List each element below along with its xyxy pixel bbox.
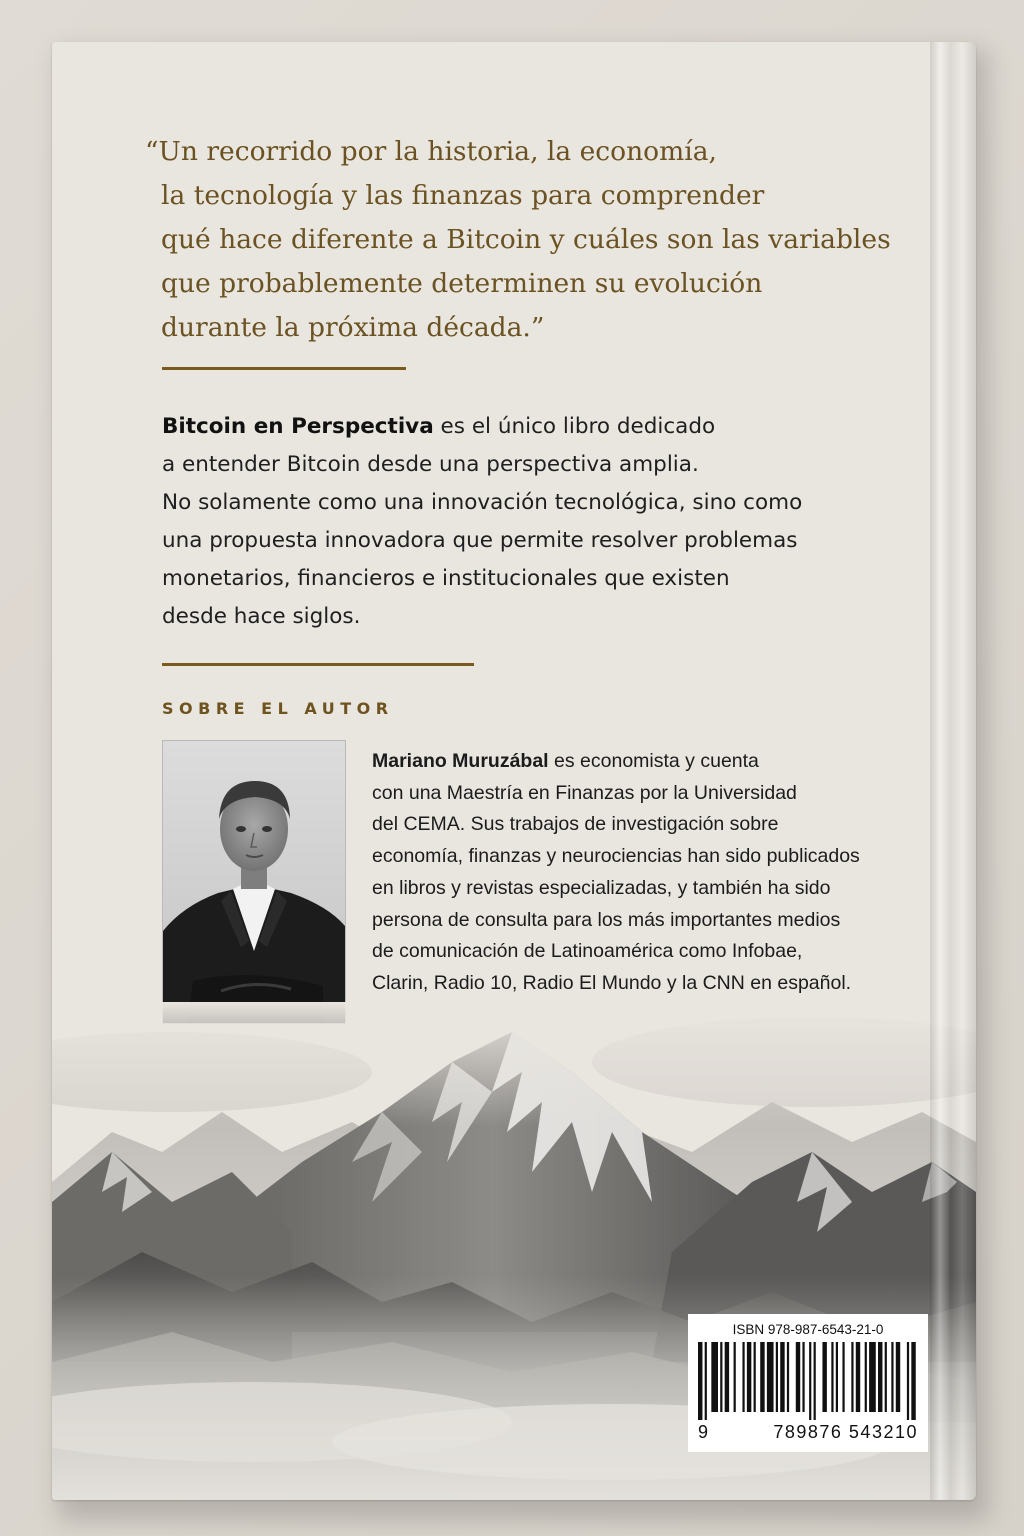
barcode-bar xyxy=(796,1342,800,1412)
barcode-bar xyxy=(907,1342,909,1420)
barcode-number: 789876 543210 xyxy=(773,1422,918,1442)
barcode-digits xyxy=(698,1422,918,1443)
barcode-bar xyxy=(869,1342,876,1412)
book-title: Bitcoin en Perspectiva xyxy=(162,414,434,439)
description-line: a entender Bitcoin desde una perspectiva amplia. xyxy=(162,452,699,477)
about-author-heading: SOBRE EL AUTOR xyxy=(162,699,394,718)
barcode-first-digit: 9 xyxy=(698,1422,709,1442)
barcode-bar xyxy=(836,1342,838,1412)
barcode-bar xyxy=(705,1342,707,1420)
barcode-bar xyxy=(698,1342,702,1420)
quote-line: qué hace diferente a Bitcoin y cuáles son las variables xyxy=(161,224,891,255)
barcode-bar xyxy=(734,1342,736,1412)
barcode-bar xyxy=(911,1342,915,1420)
description-line: No solamente como una innovación tecnológica, sino como xyxy=(162,490,803,515)
quote-line: durante la próxima década.” xyxy=(161,312,545,343)
bio-line: con una Maestría en Finanzas por la Universidad xyxy=(372,781,797,804)
quote-line: la tecnología y las finanzas para comprender xyxy=(161,180,765,211)
portrait-illustration xyxy=(163,741,345,1023)
barcode-bar xyxy=(725,1342,729,1412)
gold-divider-bottom xyxy=(162,663,474,666)
barcode-bar xyxy=(885,1342,887,1412)
isbn-label: ISBN 978-987-6543-21-0 xyxy=(732,1322,884,1337)
bio-line: en libros y revistas especializadas, y también ha sido xyxy=(372,876,831,899)
barcode-bar xyxy=(891,1342,893,1412)
gold-divider-top xyxy=(162,367,406,370)
barcode-bar xyxy=(754,1342,756,1412)
barcode-bar xyxy=(787,1342,789,1412)
barcode-bar xyxy=(822,1342,826,1412)
description-line: desde hace siglos. xyxy=(162,604,361,629)
author-bio xyxy=(372,746,932,1000)
bio-line: del CEMA. Sus trabajos de investigación sobre xyxy=(372,813,779,836)
barcode-bar xyxy=(814,1342,816,1420)
barcode-bar xyxy=(896,1342,900,1412)
barcode-bar xyxy=(776,1342,778,1412)
description-first-line xyxy=(162,408,902,446)
quote-line: que probablemente determinen su evolución xyxy=(161,268,763,299)
quote-line: “Un recorrido por la historia, la economía, xyxy=(145,136,717,167)
barcode-bar xyxy=(878,1342,882,1412)
isbn-barcode-panel xyxy=(688,1314,928,1452)
barcode-bar xyxy=(742,1342,744,1412)
cover-quote xyxy=(145,130,891,350)
barcode-bar xyxy=(865,1342,867,1412)
description-line: una propuesta innovadora que permite resolver problemas xyxy=(162,528,798,553)
barcode-bar xyxy=(851,1342,853,1412)
book-back-cover xyxy=(52,42,976,1500)
barcode-bar xyxy=(780,1342,784,1412)
barcode-bar xyxy=(856,1342,860,1412)
bio-first-line xyxy=(372,746,932,778)
bio-line: persona de consulta para los más importantes medios xyxy=(372,908,841,931)
barcode-bar xyxy=(802,1342,804,1412)
barcode-bar xyxy=(720,1342,722,1412)
barcode-bar xyxy=(767,1342,774,1412)
bio-text: es economista y cuenta xyxy=(548,750,759,772)
book-description xyxy=(162,408,902,636)
bio-line: Clarin, Radio 10, Radio El Mundo y la CNN en español. xyxy=(372,971,852,994)
barcode-bar xyxy=(747,1342,751,1412)
bio-line: economía, finanzas y neurociencias han sido publicados xyxy=(372,845,860,868)
description-line: monetarios, financieros e institucionales que existen xyxy=(162,566,730,591)
barcode-bar xyxy=(842,1342,844,1412)
author-name: Mariano Muruzábal xyxy=(372,750,549,772)
barcode-bar xyxy=(831,1342,833,1412)
barcode-bar xyxy=(760,1342,764,1412)
barcode-graphic xyxy=(698,1342,918,1420)
description-text: es el único libro dedicado xyxy=(433,414,716,439)
bio-line: de comunicación de Latinoamérica como Infobae, xyxy=(372,940,803,963)
author-portrait-photo xyxy=(162,740,346,1024)
spine-hinge xyxy=(930,42,976,1500)
barcode-bar xyxy=(809,1342,811,1420)
barcode-bar xyxy=(711,1342,718,1412)
